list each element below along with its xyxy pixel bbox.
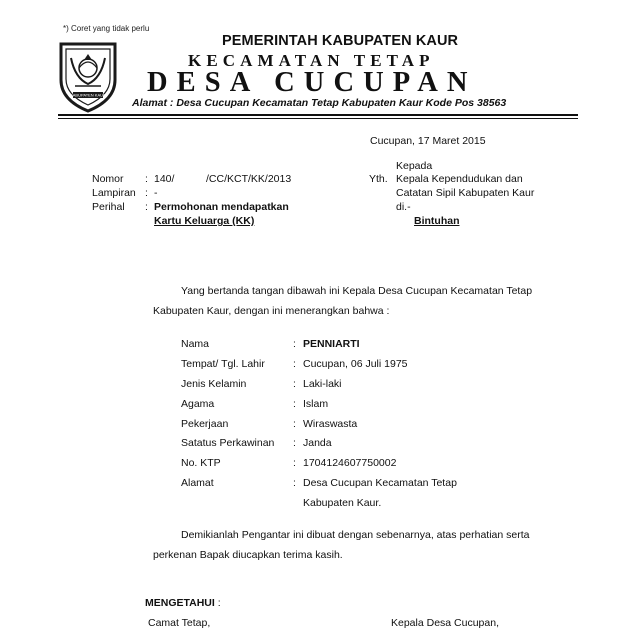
- paragraph2-line2: perkenan Bapak diucapkan terima kasih.: [153, 549, 343, 561]
- mengetahui-heading: [145, 597, 221, 609]
- detail-colon: :: [293, 358, 296, 370]
- detail-label-alamat: Alamat: [181, 477, 214, 489]
- lampiran-colon: :: [145, 187, 148, 199]
- letter-date: Cucupan, 17 Maret 2015: [370, 135, 486, 147]
- header-rule-thin: [58, 118, 578, 119]
- recipient-line4: Bintuhan: [414, 215, 460, 227]
- paragraph2-line1: Demikianlah Pengantar ini dibuat dengan sebenarnya, atas perhatian serta: [181, 529, 530, 541]
- detail-value-pekerjaan: Wiraswasta: [303, 418, 358, 430]
- perihal-value-1: Permohonan mendapatkan: [154, 201, 289, 213]
- nomor-value-a: 140/: [154, 173, 175, 185]
- detail-label-nama: Nama: [181, 338, 210, 350]
- header-government: PEMERINTAH KABUPATEN KAUR: [222, 33, 459, 49]
- detail-value-agama: Islam: [303, 398, 329, 410]
- perihal-value-2: Kartu Keluarga (KK): [154, 215, 255, 227]
- signature-camat: Camat Tetap,: [148, 617, 211, 629]
- nomor-colon: :: [145, 173, 148, 185]
- detail-colon: :: [293, 437, 296, 449]
- detail-colon: :: [293, 457, 296, 469]
- footnote-note: *) Coret yang tidak perlu: [63, 24, 150, 33]
- lampiran-value: -: [154, 187, 158, 199]
- perihal-colon: :: [145, 201, 148, 213]
- mengetahui-label: MENGETAHUI: [145, 597, 215, 609]
- recipient-line2: Catatan Sipil Kabupaten Kaur: [396, 187, 535, 199]
- detail-label-ttl: Tempat/ Tgl. Lahir: [181, 358, 265, 370]
- recipient-line3: di.-: [396, 201, 411, 213]
- paragraph1-line1: Yang bertanda tangan dibawah ini Kepala Desa Cucupan Kecamatan Tetap: [181, 285, 533, 297]
- detail-value-alamat: Desa Cucupan Kecamatan Tetap: [303, 477, 457, 489]
- detail-label-kelamin: Jenis Kelamin: [181, 378, 247, 390]
- detail-value-ttl: Cucupan, 06 Juli 1975: [303, 358, 408, 370]
- recipient-kepada: Kepada: [396, 160, 433, 172]
- detail-value-nama: PENNIARTI: [303, 338, 360, 350]
- mengetahui-colon: :: [214, 597, 221, 609]
- detail-value-ktp: 1704124607750002: [303, 457, 397, 469]
- detail-label-agama: Agama: [181, 398, 215, 410]
- seal-text: KABUPATEN KAUR: [70, 92, 106, 98]
- detail-value-status: Janda: [303, 437, 332, 449]
- recipient-line1: Kepala Kependudukan dan: [396, 173, 523, 185]
- recipient-yth: Yth.: [369, 173, 388, 185]
- header-rule-thick: [58, 114, 578, 116]
- detail-colon: :: [293, 398, 296, 410]
- header-kecamatan: KECAMATAN TETAP: [188, 51, 435, 70]
- detail-label-status: Satatus Perkawinan: [181, 437, 275, 449]
- detail-label-ktp: No. KTP: [181, 457, 221, 469]
- nomor-value-b: /CC/KCT/KK/2013: [206, 173, 292, 185]
- detail-colon: :: [293, 338, 296, 350]
- kaur-seal-logo: [57, 38, 119, 114]
- detail-colon: :: [293, 477, 296, 489]
- nomor-label: Nomor: [92, 173, 124, 185]
- detail-value-kelamin: Laki-laki: [303, 378, 342, 390]
- detail-colon: :: [293, 378, 296, 390]
- perihal-label: Perihal: [92, 201, 125, 213]
- detail-value-alamat-line2: Kabupaten Kaur.: [303, 497, 382, 509]
- paragraph1-line2: Kabupaten Kaur, dengan ini menerangkan bahwa :: [153, 305, 390, 317]
- detail-label-pekerjaan: Pekerjaan: [181, 418, 229, 430]
- signature-kepala-desa: Kepala Desa Cucupan,: [391, 617, 499, 629]
- detail-colon: :: [293, 418, 296, 430]
- header-desa: DESA CUCUPAN: [147, 67, 477, 98]
- lampiran-label: Lampiran: [92, 187, 136, 199]
- header-address: Alamat : Desa Cucupan Kecamatan Tetap Kabupaten Kaur Kode Pos 38563: [132, 97, 507, 109]
